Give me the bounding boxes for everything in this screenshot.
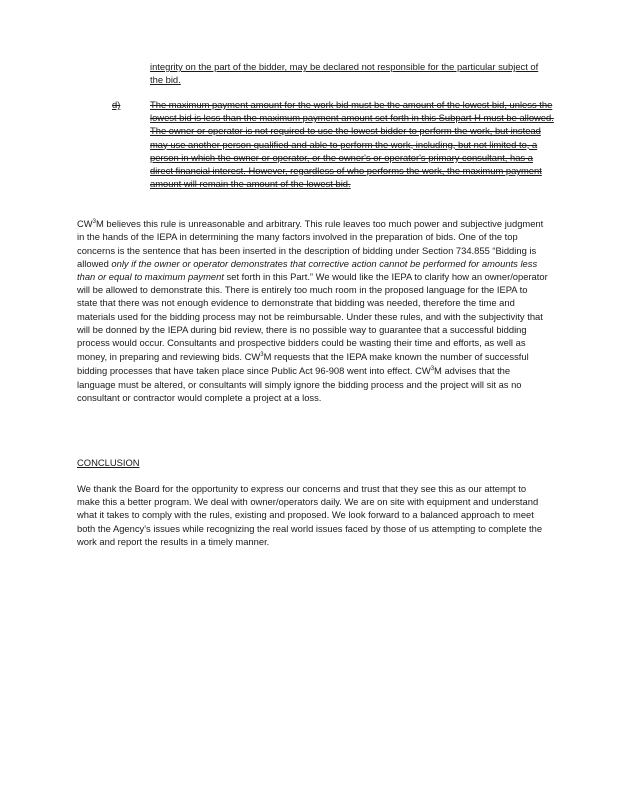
- rule-fragment-underlined: integrity on the part of the bidder, may be declared not responsible for the particular subject of the bid.: [150, 61, 539, 86]
- item-d-text: The maximum payment amount for the work bid must be the amount of the lowest bid, unless the lowest bid is less than the maximum payment amount set forth in this Subpart H must be allowed. The owner or operator is not required to use the lowest bidder to perform the work, but instead may use another person qualified and able to perform the work, including, but not limited to, a person in which the owner or operator, or the owner's or operator's primary consultant, has a direct financial interest. However, regardless of who performs the work, the maximum payment amount will remain the amount of the lowest bid.: [150, 99, 554, 190]
- conclusion-paragraph: We thank the Board for the opportunity to express our concerns and trust that they see this as our attempt to make this a better program. We deal with owner/operators daily. We are on site with equipment and understand what it takes to comply with the rules, existing and proposed. We look forward to a balanced approach to meet both the Agency's issues while recognizing the real world issues faced by those of us attempting to complete the work and report the results in a timely manner.: [77, 483, 543, 547]
- org-name: CW: [77, 218, 93, 230]
- rule-item-d-struck: [112, 98, 554, 190]
- comment-text-3: requests that the IEPA make known the number of successful bidding processes that have taken place since Public Act 96-908 went into effect.: [77, 351, 529, 377]
- org-superscript-3: 3: [430, 366, 435, 373]
- conclusion-heading: CONCLUSION: [77, 457, 140, 468]
- org-suffix: M: [95, 218, 104, 230]
- item-d-label: d): [112, 99, 121, 110]
- org-superscript-2: 3: [260, 352, 264, 359]
- org-superscript: 3: [92, 219, 96, 225]
- comment-text-1: believes this rule is unreasonable and arbitrary. This rule leaves too much power and subjective judgment in the hands of the IEPA in determining the many factors involved in the preparation of bids. One of the top concerns is the sentence that has been inserted in the description of bidding under Section 734.855 “Bidding is allowed: [77, 218, 544, 269]
- comment-italic-quote: only if the owner or operator demonstrates that corrective action cannot be performed for amounts less than or equal to maximum payment: [77, 257, 538, 282]
- org-suffix-2: M: [263, 351, 272, 363]
- org-name-2: CW: [244, 351, 261, 363]
- org-suffix-3: M: [434, 365, 442, 377]
- comment-text-2: set forth in this Part.” We would like the IEPA to clarify how an owner/operator will be allowed to demonstrate this. There is entirely too much room in the proposed language for the IEPA to state that there was not enough evidence to demonstrate that bidding was needed, therefore the time and materials used for the bidding process may not be reimbursable. Under these rules, and with the subjectivity that will be donned by the IEPA during bid review, there is no possible way to guarantee that a successful bidding process would occur. Consultants and prospective bidders could be wasting their time and efforts, as well as money, in preparing and reviewing bids.: [77, 270, 548, 363]
- cw3m-comment-paragraph: [77, 216, 549, 404]
- org-name-3: CW: [415, 365, 431, 377]
- comment-text-4: advises that the language must be altered, or consultants will simply ignore the bidding process and the project will sit as no consultant or contractor would complete a project at a loss.: [77, 365, 522, 404]
